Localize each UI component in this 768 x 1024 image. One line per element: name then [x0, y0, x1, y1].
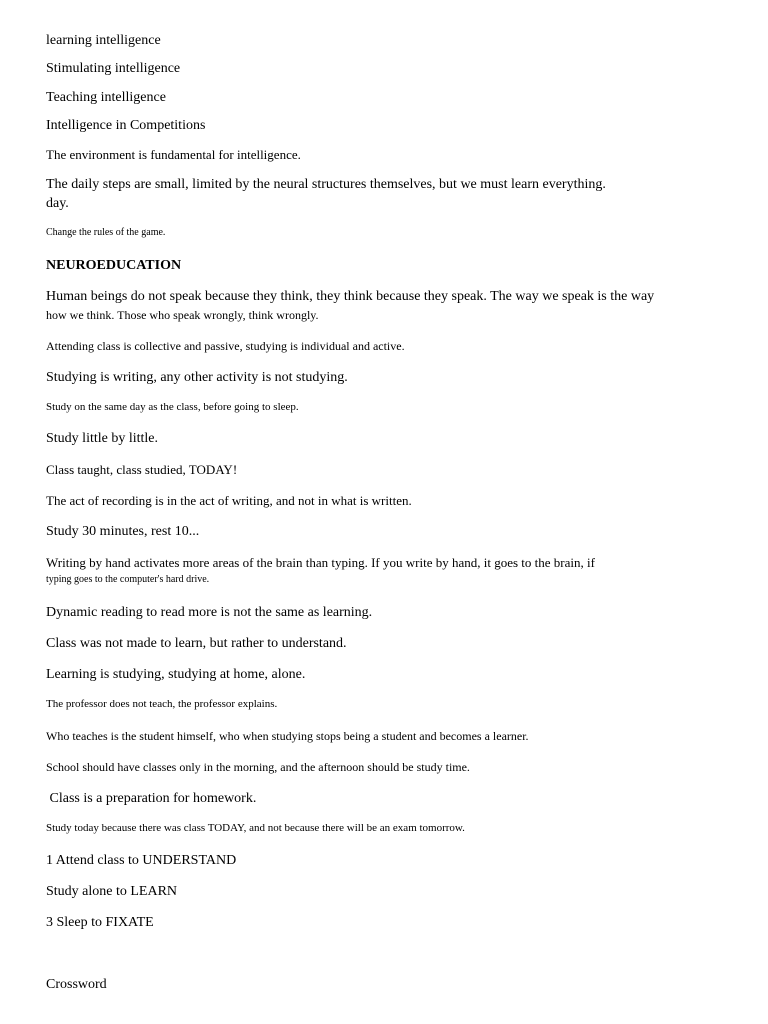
- text-line: Study 30 minutes, rest 10...: [46, 524, 200, 539]
- text-line: how we think. Those who speak wrongly, think wrongly.: [46, 308, 319, 322]
- text-line: School should have classes only in the morning, and the afternoon should be study time.: [46, 760, 470, 774]
- text-line: 3 Sleep to FIXATE: [46, 915, 154, 930]
- text-line: The act of recording is in the act of writing, and not in what is written.: [46, 493, 412, 508]
- text-line: 1 Attend class to UNDERSTAND: [46, 853, 237, 868]
- text-line: Study on the same day as the class, before going to sleep.: [46, 401, 299, 413]
- text-line: Class was not made to learn, but rather to understand.: [46, 636, 347, 651]
- text-line: Teaching intelligence: [46, 90, 166, 105]
- text-line: Class taught, class studied, TODAY!: [46, 462, 238, 477]
- section-heading: NEUROEDUCATION: [46, 258, 182, 273]
- text-line: Dynamic reading to read more is not the same as learning.: [46, 605, 373, 620]
- text-line: Attending class is collective and passive, studying is individual and active.: [46, 339, 405, 353]
- text-line: Learning is studying, studying at home, alone.: [46, 667, 306, 682]
- text-line: Studying is writing, any other activity is not studying.: [46, 370, 348, 385]
- text-line: The daily steps are small, limited by the neural structures themselves, but we must learn everything.: [46, 177, 606, 192]
- text-line: Study alone to LEARN: [46, 884, 178, 899]
- text-line: day.: [46, 196, 69, 211]
- text-line: Who teaches is the student himself, who when studying stops being a student and becomes a learner.: [46, 729, 529, 743]
- text-line: Intelligence in Competitions: [46, 118, 206, 133]
- text-line: learning intelligence: [46, 33, 161, 48]
- text-line: The environment is fundamental for intelligence.: [46, 147, 301, 162]
- text-line: Crossword: [46, 977, 107, 992]
- text-line: Study little by little.: [46, 431, 158, 446]
- text-line: Study today because there was class TODAY, and not because there will be an exam tomorrow.: [46, 822, 465, 834]
- text-line: Class is a preparation for homework.: [46, 791, 257, 806]
- text-line: Human beings do not speak because they think, they think because they speak. The way we speak is the way: [46, 289, 655, 304]
- text-line: The professor does not teach, the professor explains.: [46, 698, 278, 710]
- text-line: typing goes to the computer's hard drive.: [46, 574, 210, 585]
- text-line: Change the rules of the game.: [46, 227, 166, 238]
- text-line: Writing by hand activates more areas of the brain than typing. If you write by hand, it goes to the brain, if: [46, 555, 595, 570]
- text-line: Stimulating intelligence: [46, 61, 181, 76]
